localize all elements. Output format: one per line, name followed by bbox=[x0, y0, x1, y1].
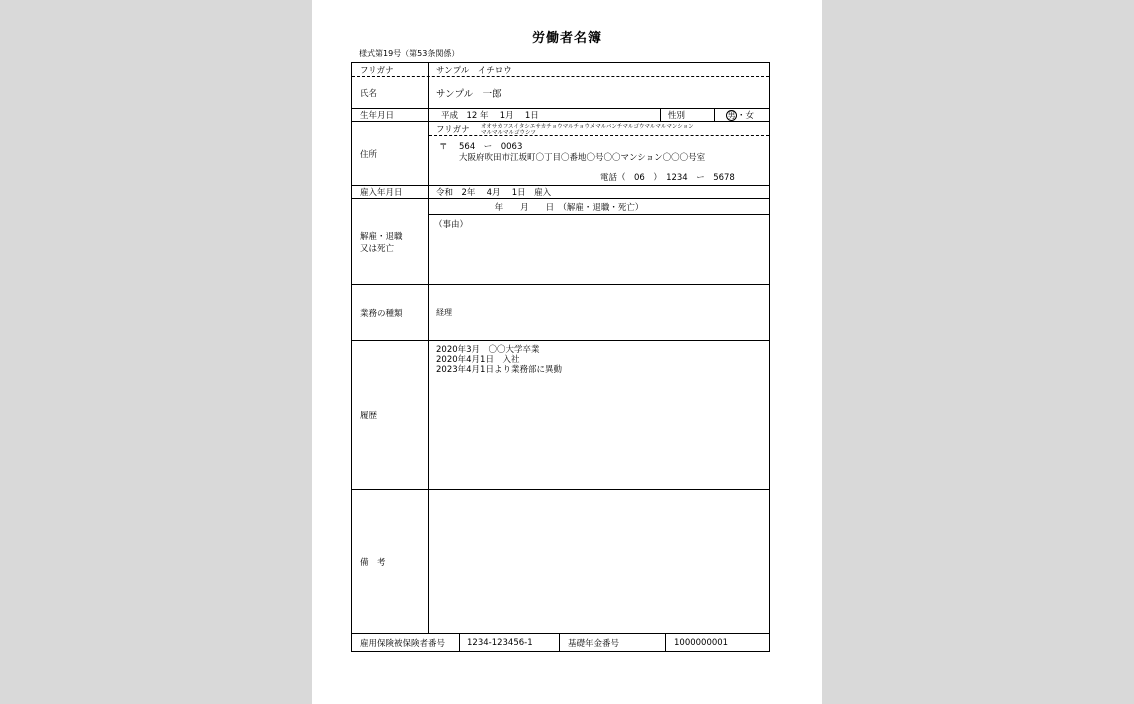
history-item: 2023年4月1日より業務部に異動 bbox=[436, 365, 562, 375]
address-label: 住所 bbox=[352, 122, 429, 185]
name-row bbox=[352, 77, 769, 109]
street-address: 大阪府吹田市江坂町〇丁目〇番地〇号〇〇マンション〇〇〇号室 bbox=[459, 153, 706, 163]
history-item: 2020年4月1日 入社 bbox=[436, 355, 520, 365]
sex-female: 女 bbox=[745, 111, 755, 121]
history-row bbox=[352, 341, 769, 490]
termination-reason-label: （事由） bbox=[434, 220, 469, 230]
sex-label: 性別 bbox=[668, 111, 686, 121]
insurance-label: 雇用保険被保険者番号 bbox=[352, 634, 460, 651]
hire-date-label: 雇入年月日 bbox=[352, 186, 429, 198]
hire-date-value: 令和 2年 4月 1日 雇入 bbox=[436, 188, 552, 198]
name-label: 氏名 bbox=[352, 77, 429, 108]
furigana-name-row bbox=[352, 63, 769, 77]
termination-label bbox=[352, 199, 429, 284]
insurance-value: 1234-123456-1 bbox=[460, 634, 560, 651]
address-row bbox=[352, 122, 769, 186]
address-furigana-area bbox=[429, 122, 769, 136]
address-furigana-label: フリガナ bbox=[436, 125, 470, 135]
termination-label-line1: 解雇・退職 bbox=[360, 231, 403, 242]
sex-separator: ・ bbox=[737, 111, 746, 121]
job-type-row bbox=[352, 285, 769, 341]
sex-male-circled: 男 bbox=[727, 110, 736, 120]
remarks-row bbox=[352, 490, 769, 634]
phone-number: 電話（ 06 ） 1234 ー 5678 bbox=[600, 173, 735, 183]
divider bbox=[714, 109, 715, 121]
worker-register-form bbox=[351, 62, 770, 652]
divider bbox=[660, 109, 661, 121]
job-type-value: 経理 bbox=[436, 308, 452, 317]
termination-label-line2: 又は死亡 bbox=[360, 243, 395, 254]
birth-row bbox=[352, 109, 769, 122]
pension-value: 1000000001 bbox=[674, 637, 729, 648]
document-page bbox=[312, 0, 822, 704]
furigana-name-value: サンプル イチロウ bbox=[436, 65, 512, 76]
termination-row bbox=[352, 199, 769, 285]
form-number: 様式第19号（第53条関係） bbox=[359, 49, 460, 58]
job-type-label: 業務の種類 bbox=[352, 285, 429, 340]
birth-value: 平成 12 年 1月 1日 bbox=[441, 111, 539, 121]
address-furigana-line2: マルマルマルゴウシツ bbox=[481, 130, 537, 136]
postal-mark: 〒 bbox=[439, 142, 448, 152]
address-furigana-line1: オオサカフスイタシエサカチョウマルチョウメマルバンチマルゴウマルマルマンション bbox=[481, 124, 694, 130]
termination-date: 年 月 日 （解雇・退職・死亡） bbox=[429, 199, 769, 215]
document-title: 労働者名簿 bbox=[531, 31, 602, 46]
history-list bbox=[436, 345, 562, 375]
pension-label: 基礎年金番号 bbox=[560, 634, 666, 651]
hire-date-row bbox=[352, 186, 769, 199]
name-value: サンプル 一郎 bbox=[436, 88, 502, 100]
postal-code: 564 ー 0063 bbox=[459, 142, 523, 152]
history-item: 2020年3月 〇〇大学卒業 bbox=[436, 345, 540, 355]
furigana-name-label: フリガナ bbox=[352, 63, 429, 76]
birth-label: 生年月日 bbox=[352, 109, 429, 121]
footer-row bbox=[352, 634, 769, 651]
sex-value bbox=[726, 109, 770, 121]
remarks-label: 備 考 bbox=[352, 490, 429, 633]
history-label: 履歴 bbox=[352, 341, 429, 489]
